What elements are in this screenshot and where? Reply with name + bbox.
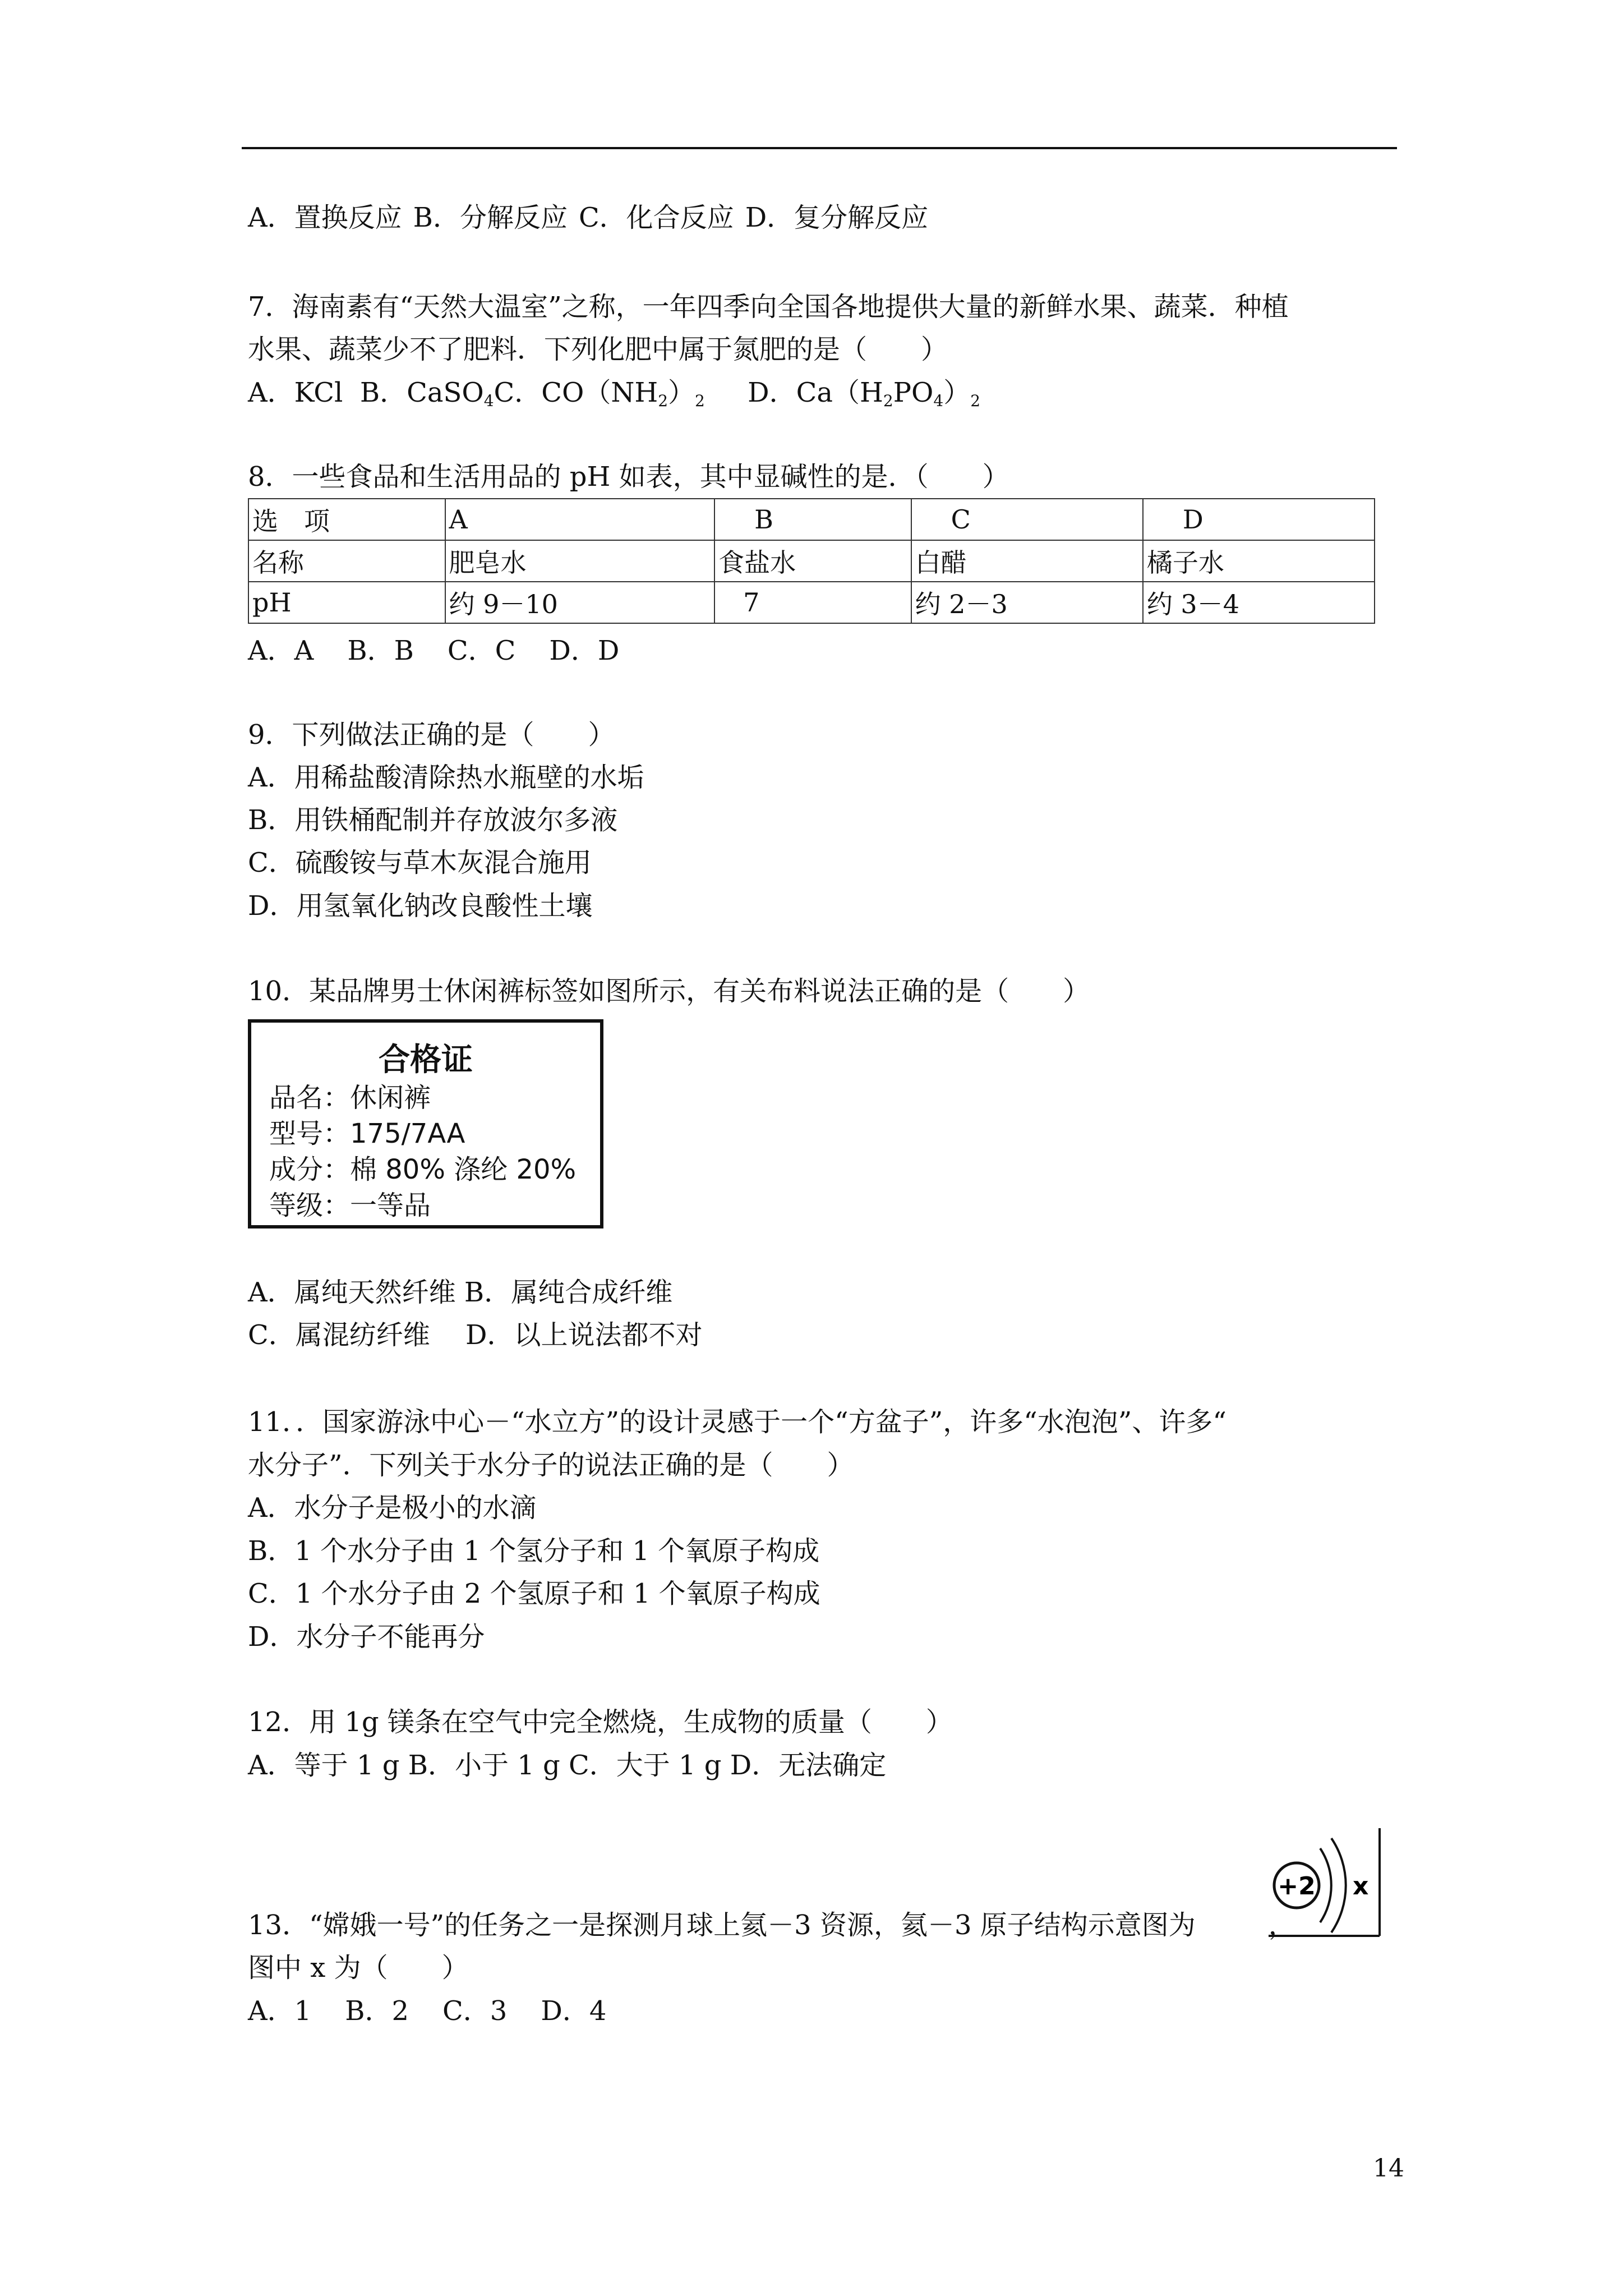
q13-option-d: D．4	[541, 1995, 607, 2027]
q7-option-a: A．KCl	[248, 377, 343, 408]
q11-option-a: A．水分子是极小的水滴	[248, 1492, 537, 1524]
page-number: 14	[1373, 2154, 1404, 2183]
certificate-title: 合格证	[379, 1042, 473, 1078]
table-cell: 7	[714, 582, 911, 623]
q12-options: A．等于 1 g B．小于 1 g C．大于 1 g D．无法确定	[248, 1750, 887, 1781]
certificate-row: 成分：棉 80% 涤纶 20%	[269, 1154, 577, 1185]
table-row	[248, 499, 1375, 540]
q6-option-c: C．化合反应	[578, 202, 734, 233]
q11-stem-line2: 水分子”．下列关于水分子的说法正确的是（ ）	[248, 1450, 854, 1481]
ph-table	[248, 498, 1375, 624]
table-cell: 选 项	[248, 499, 445, 540]
q13-option-b: B．2	[345, 1995, 409, 2027]
q10-stem: 10．某品牌男士休闲裤标签如图所示，有关布料说法正确的是（ ）	[248, 976, 1090, 1007]
q9-option-d: D．用氢氧化钠改良酸性土壤	[248, 890, 593, 922]
q8-option-a: A．A	[248, 635, 314, 666]
helium-atom-structure-diagram	[1269, 1826, 1392, 1949]
table-cell: C	[911, 499, 1143, 540]
table-cell: 约 3－4	[1143, 582, 1375, 623]
q8-stem: 8．一些食品和生活用品的 pH 如表，其中显碱性的是．（ ）	[248, 461, 1009, 493]
q8-option-c: C．C	[447, 635, 516, 666]
shell-electron-count: x	[1353, 1872, 1369, 1901]
q11-stem-line1: 11．．国家游泳中心－“水立方”的设计灵感于一个“方盆子”，许多“水泡泡”、许多“	[248, 1406, 1227, 1438]
table-cell: pH	[248, 582, 445, 623]
table-cell: 肥皂水	[445, 540, 715, 582]
q13-option-a: A．1	[248, 1995, 312, 2027]
q6-option-b: B．分解反应	[413, 202, 568, 233]
q13-comma: ，	[1268, 1910, 1295, 1941]
q9-option-a: A．用稀盐酸清除热水瓶壁的水垢	[248, 762, 644, 793]
table-cell: 白醋	[911, 540, 1143, 582]
q11-option-c: C．1 个水分子由 2 个氢原子和 1 个氧原子构成	[248, 1578, 820, 1609]
q8-option-d: D．D	[549, 635, 620, 666]
q9-option-b: B．用铁桶配制并存放波尔多液	[248, 804, 618, 836]
q10-options-cd: C．属混纺纤维 D．以上说法都不对	[248, 1319, 703, 1351]
q10-options-ab: A．属纯天然纤维 B．属纯合成纤维	[248, 1277, 673, 1308]
q11-option-b: B．1 个水分子由 1 个氢分子和 1 个氧原子构成	[248, 1535, 820, 1567]
table-cell: 约 2－3	[911, 582, 1143, 623]
table-cell: D	[1143, 499, 1375, 540]
table-cell: 名称	[248, 540, 445, 582]
q12-stem: 12．用 1g 镁条在空气中完全燃烧，生成物的质量（ ）	[248, 1706, 953, 1738]
q7-stem-line1: 7．海南素有“天然大温室”之称，一年四季向全国各地提供大量的新鲜水果、蔬菜．种植	[248, 291, 1289, 323]
certificate-row: 品名：休闲裤	[269, 1082, 431, 1114]
header-rule	[242, 147, 1397, 149]
certificate-label-image	[248, 1019, 603, 1228]
q8-option-b: B．B	[347, 635, 414, 666]
nucleus-charge: +2	[1278, 1872, 1316, 1901]
table-cell: 橘子水	[1143, 540, 1375, 582]
q11-option-d: D．水分子不能再分	[248, 1621, 485, 1653]
table-cell: B	[714, 499, 911, 540]
q13-options	[248, 1994, 640, 2028]
q9-option-c: C．硫酸铵与草木灰混合施用	[248, 847, 592, 878]
q13-option-c: C．3	[442, 1995, 508, 2027]
table-cell: 食盐水	[714, 540, 911, 582]
q7-options	[248, 376, 980, 418]
q13-stem-line2: 图中 x 为（ ）	[248, 1952, 469, 1984]
q13-stem-text: 13．“嫦娥一号”的任务之一是探测月球上氦－3 资源，氦－3 原子结构示意图为	[248, 1910, 1196, 1941]
table-cell: 约 9－10	[445, 582, 715, 623]
certificate-row: 型号：175/7AA	[269, 1118, 465, 1149]
electron-shell-arc-outer	[1331, 1838, 1346, 1932]
q7-option-c: C．$CO(NH_2)_2$	[494, 377, 705, 410]
table-row	[248, 540, 1375, 582]
q7-option-b: B．CaSO$_4$	[359, 377, 494, 410]
electron-shell-arc	[1320, 1848, 1331, 1922]
q13-stem-line1	[248, 1908, 1295, 1942]
q7-stem-line2: 水果、蔬菜少不了肥料．下列化肥中属于氮肥的是（ ）	[248, 334, 948, 365]
table-cell: A	[445, 499, 715, 540]
table-row	[248, 582, 1375, 623]
q8-options	[248, 634, 653, 668]
q6-option-a: A．置换反应	[248, 202, 402, 233]
certificate-row: 等级：一等品	[269, 1190, 431, 1221]
q6-options	[248, 201, 962, 234]
q7-option-d: D．$Ca(H_2PO_4)_2$	[748, 377, 981, 410]
q9-stem: 9．下列做法正确的是（ ）	[248, 719, 615, 751]
q6-option-d: D．复分解反应	[745, 202, 929, 233]
